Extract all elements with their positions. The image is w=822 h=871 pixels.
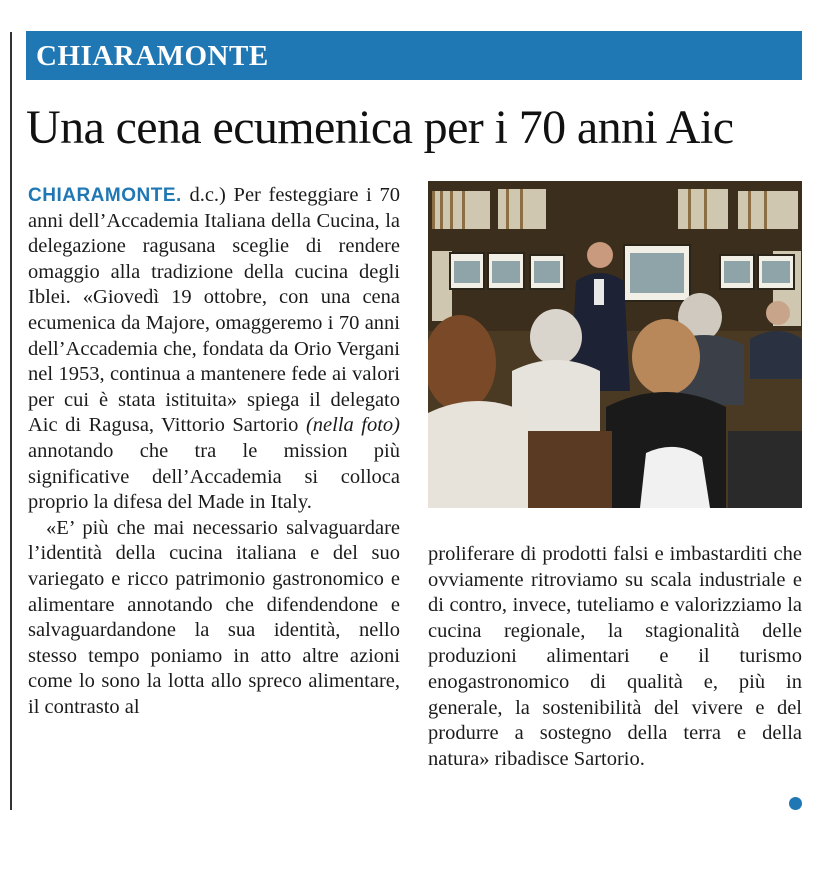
article-headline: Una cena ecumenica per i 70 anni Aic: [26, 101, 734, 154]
paragraph-1: [28, 183, 400, 516]
paragraph-1-text-b: annotando che tra le mission più significative dell’Accademia si colloca proprio la difesa del Made in Italy.: [28, 439, 400, 514]
column-rule: [10, 32, 12, 810]
photo-reference: (nella foto): [305, 414, 401, 437]
paragraph-1-text-a: d.c.) Per festeggiare i 70 anni dell’Accademia Italiana della Cucina, la delegazione ragusana sceglie di rendere omaggio alla tradizione della cucina degli Iblei. «Giovedì 19 ottobre, con una cena ecumenica da Majore, omaggeremo i 70 anni dell’Accademia che, fondata da Orio Vergani nel 1953, continua a mantenere fede ai valori per cui è stata istituita» spiega il delegato Aic di Ragusa, Vittorio Sartorio: [28, 184, 400, 437]
section-kicker-bar: [26, 31, 802, 80]
article-photo: [428, 181, 802, 508]
paragraph-3: proliferare di prodotti falsi e imbastarditi che ovviamente ritroviamo su scala industriale e di contro, invece, tuteliamo e valorizziamo la cucina regionale, la stagionalità delle produzioni alimentari e il turismo enogastronomico di qualità e, più in generale, la sostenibilità del vivere e del produrre a sostegno della terra e della natura» ribadisce Sartorio.: [428, 543, 802, 770]
dateline: CHIARAMONTE.: [28, 185, 182, 206]
end-mark-icon: [789, 797, 802, 810]
article-column-1: [28, 183, 400, 720]
article-column-2: [428, 542, 802, 772]
section-kicker: CHIARAMONTE: [36, 40, 269, 72]
paragraph-2: «E’ più che mai necessario salvaguardare l’identità della cucina italiana e del suo variegato e ricco patrimonio gastronomico e alimentare annotando che difendendone e salvaguardandone la sua identità, nello stesso tempo poniamo in atto altre azioni come lo sono la lotta allo spreco alimentare, il contrasto al: [28, 516, 400, 718]
